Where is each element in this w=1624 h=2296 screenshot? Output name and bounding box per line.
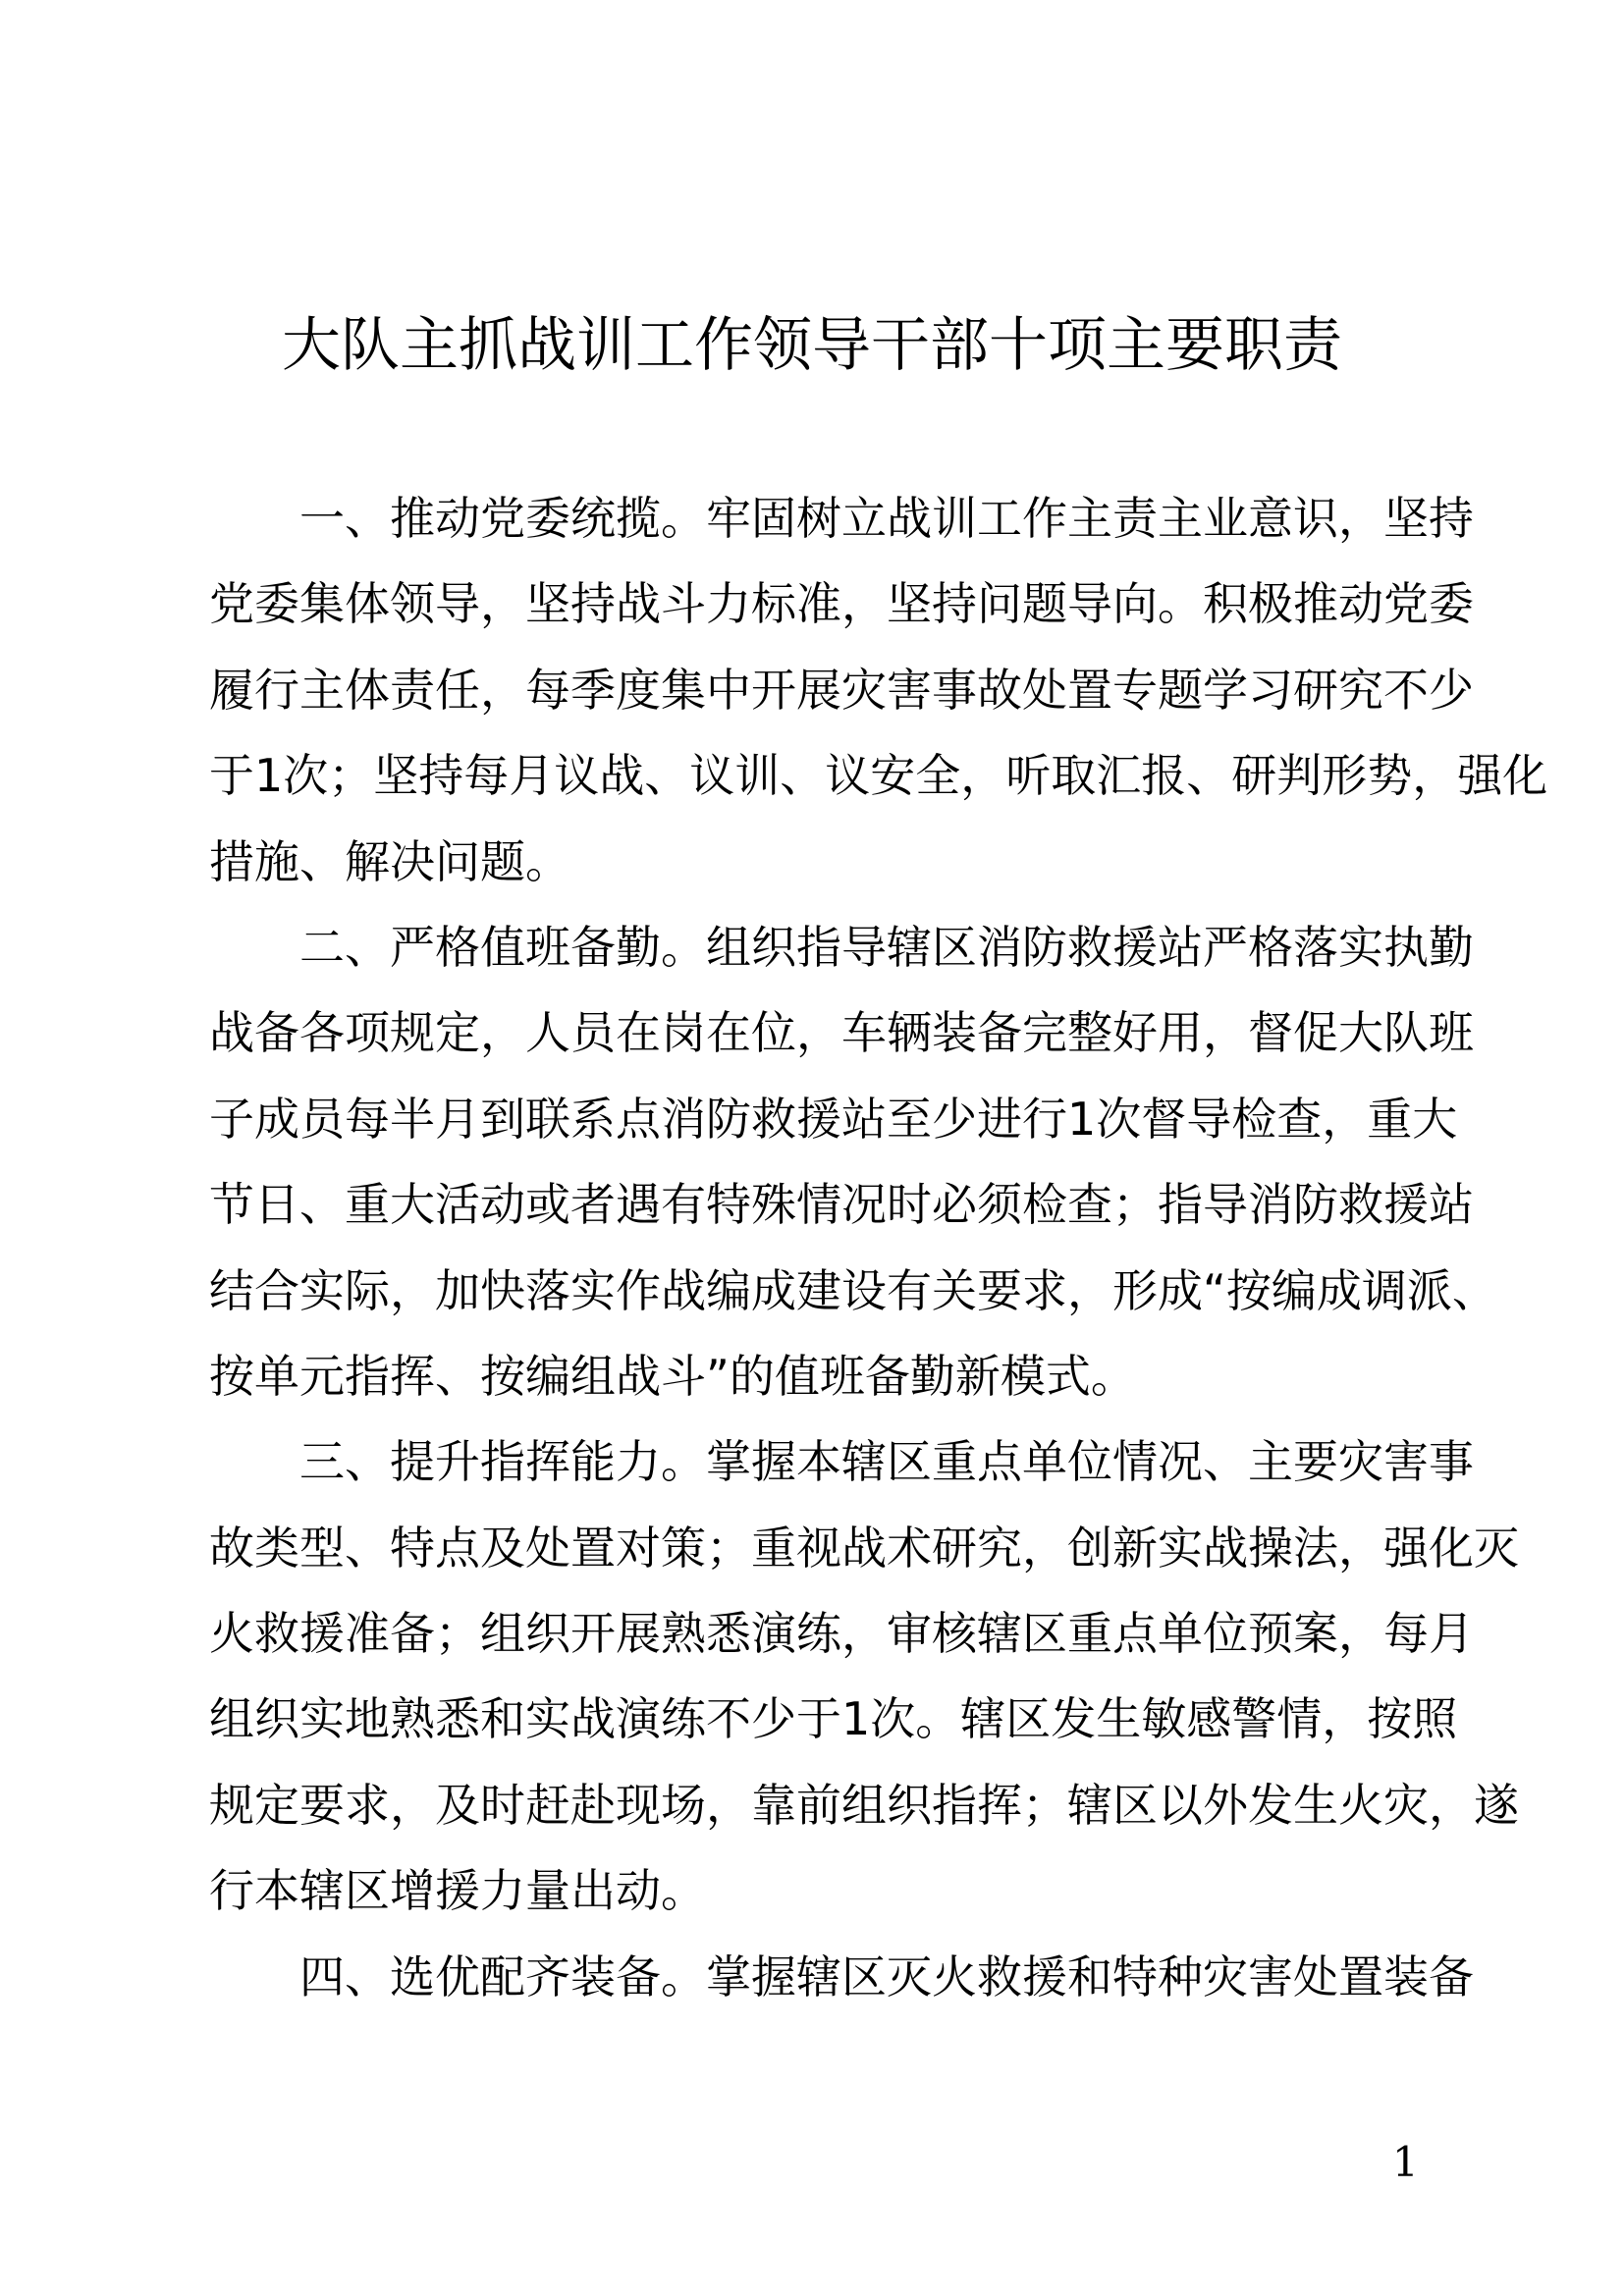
text-line: 一 、 推 动 党 委 统 揽 。 牢 固 树 立 战 训 工 作 主 责 主 业 意 识 ， 坚 持 [299, 492, 1474, 545]
text-line: 于 1 次 ； 坚 持 每 月 议 战 、 议 训 、 议 安 全 ， 听 取 汇 报 、 研 判 形 势 ， 强 化 [209, 749, 1548, 803]
text-line: 战 备 各 项 规 定 ， 人 员 在 岗 在 位 ， 车 辆 装 备 完 整 好 用 ， 督 促 大 队 班 [209, 1006, 1474, 1060]
text-line: 组 织 实 地 熟 悉 和 实 战 演 练 不 少 于 1 次 。 辖 区 发 生 敏 感 警 情 ， 按 照 [209, 1692, 1458, 1746]
text-line: 党 委 集 体 领 导 ， 坚 持 战 斗 力 标 准 ， 坚 持 问 题 导 向 。 积 极 推 动 党 委 [209, 577, 1474, 631]
document-body [209, 484, 1548, 2028]
text-line: 措施、解决问题。 [209, 834, 570, 888]
text-line: 三 、 提 升 指 挥 能 力 。 掌 握 本 辖 区 重 点 单 位 情 况 、 主 要 灾 害 事 [299, 1435, 1474, 1489]
page-number: 1 [1392, 2138, 1419, 2186]
paragraph-4 [209, 1943, 1474, 2028]
text-line: 节 日 、 重 大 活 动 或 者 遇 有 特 殊 情 况 时 必 须 检 查 ； 指 导 消 防 救 援 站 [209, 1178, 1474, 1232]
text-line: 火 救 援 准 备 ； 组 织 开 展 熟 悉 演 练 ， 审 核 辖 区 重 点 单 位 预 案 ， 每 月 [209, 1607, 1474, 1661]
paragraph-3 [209, 1427, 1519, 1942]
text-line: 行本辖区增援力量出动。 [209, 1864, 706, 1918]
text-line: 故 类 型 、 特 点 及 处 置 对 策 ； 重 视 战 术 研 究 ， 创 新 实 战 操 法 ， 强 化 灭 [209, 1521, 1519, 1575]
document-title: 大队主抓战训工作领导干部十项主要职责 [282, 311, 1342, 380]
paragraph-1 [209, 484, 1548, 913]
text-line: 结 合 实 际 ， 加 快 落 实 作 战 编 成 建 设 有 关 要 求 ， 形 成 “ 按 编 成 调 派 、 [209, 1263, 1497, 1317]
text-line: 子 成 员 每 半 月 到 联 系 点 消 防 救 援 站 至 少 进 行 1 次 督 导 检 查 ， 重 大 [209, 1092, 1458, 1146]
paragraph-2 [209, 913, 1497, 1427]
text-line: 按单元指挥、按编组战斗”的值班备勤新模式。 [209, 1349, 1136, 1403]
text-line: 四 、 选 优 配 齐 装 备 。 掌 握 辖 区 灭 火 救 援 和 特 种 灾 害 处 置 装 备 [299, 1949, 1474, 2003]
text-line: 规 定 要 求 ， 及 时 赶 赴 现 场 ， 靠 前 组 织 指 挥 ； 辖 区 以 外 发 生 火 灾 ， 遂 [209, 1778, 1519, 1832]
text-line: 二 、 严 格 值 班 备 勤 。 组 织 指 导 辖 区 消 防 救 援 站 严 格 落 实 执 勤 [299, 920, 1474, 974]
text-line: 履 行 主 体 责 任 ， 每 季 度 集 中 开 展 灾 害 事 故 处 置 专 题 学 习 研 究 不 少 [209, 663, 1474, 717]
